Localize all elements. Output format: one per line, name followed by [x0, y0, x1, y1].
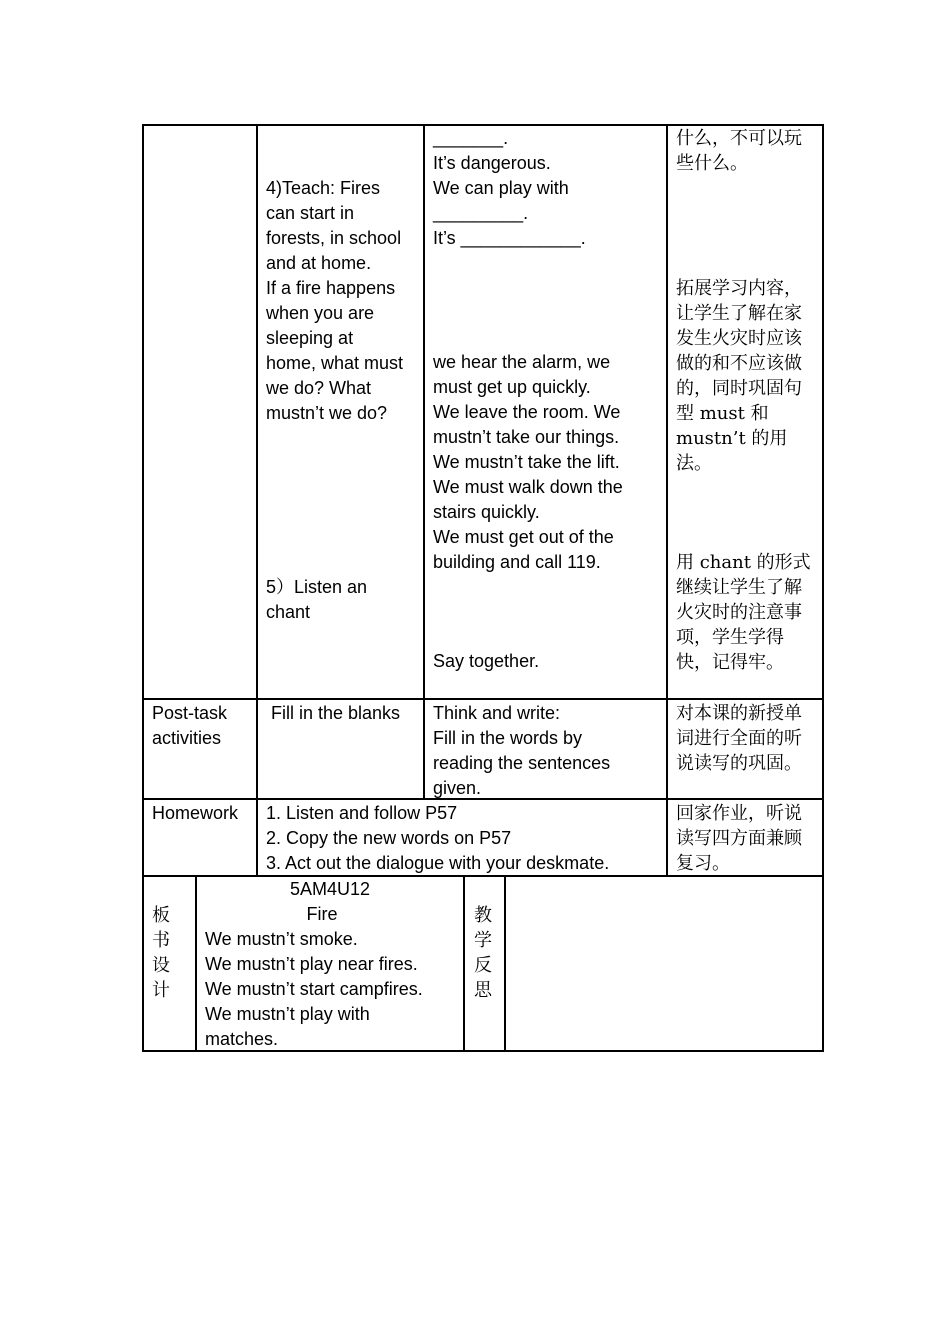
- reflection-label: 教 学 反 思: [474, 905, 492, 1001]
- homework-label: Homework: [152, 803, 239, 823]
- table-rule-post-task: [142, 698, 824, 700]
- board-divider-2: [463, 875, 465, 1052]
- reflection-content: [506, 877, 822, 1050]
- homework-purpose: 回家作业，听说 读写四方面兼顾 复习。: [676, 803, 802, 874]
- activities-fill-in: _______. It’s dangerous. We can play with _________. It’s ____________.: [433, 128, 586, 248]
- homework-items: [266, 801, 609, 876]
- col-divider-1: [256, 124, 258, 876]
- homework-item: 1. Listen and follow P57: [266, 803, 458, 823]
- board-topic: Fire: [306, 904, 338, 924]
- post-task-step: Fill in the blanks: [271, 703, 401, 723]
- activities-say-together: Say together.: [433, 651, 540, 671]
- purpose-top: 什么，不可以玩 些什么。: [676, 128, 802, 174]
- board-code: 5AM4U12: [289, 879, 371, 899]
- table-border-left: [142, 124, 144, 1052]
- col-divider-2: [423, 124, 425, 800]
- board-lines: We mustn’t smoke. We mustn’t play near fires. We mustn’t start campfires. We mustn’t play with matches.: [205, 929, 423, 1049]
- purpose-chant: 用 chant 的形式 继续让学生了解 火灾时的注意事 项，学生学得 快，记得牢。: [676, 552, 811, 673]
- board-label: 板 书 设 计: [152, 905, 170, 1001]
- table-border-right: [822, 124, 824, 1052]
- activities-fire-rules: we hear the alarm, we must get up quickly. We leave the room. We mustn’t take our things. We mustn’t take the lift. We must walk down the stairs quickly. We must get out of the building and call 119.: [433, 352, 623, 572]
- col-divider-3: [666, 124, 668, 876]
- homework-item: 2. Copy the new words on P57: [266, 828, 512, 848]
- post-task-activity: Think and write: Fill in the words by reading the sentences given.: [433, 703, 611, 798]
- homework-item: 3. Act out the dialogue with your deskmate.: [266, 853, 610, 873]
- step-5-chant: 5）Listen an chant: [266, 577, 368, 622]
- purpose-extend: 拓展学习内容， 让学生了解在家 发生火灾时应该 做的和不应该做 的，同时巩固句 型 must 和 mustn’t 的用 法。: [676, 278, 802, 474]
- step-4-teach: 4)Teach: Fires can start in forests, in school and at home. If a fire happens when you are sleeping at home, what must we do? What mustn’t we do?: [266, 178, 404, 423]
- post-task-label: Post-task activities: [152, 703, 228, 748]
- post-task-purpose: 对本课的新授单 词进行全面的听 说读写的巩固。: [676, 703, 802, 774]
